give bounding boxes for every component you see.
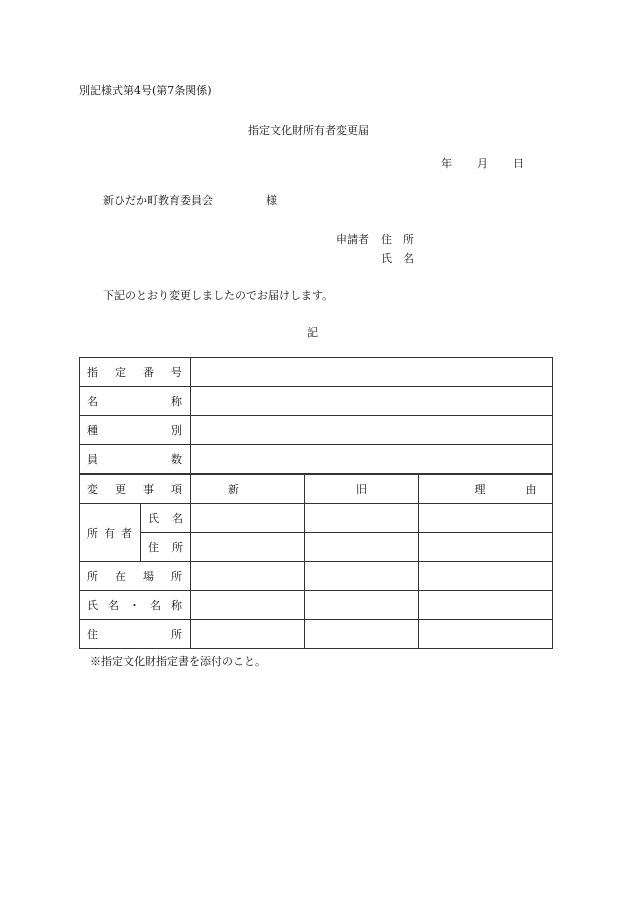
label-designation-number: 指 定 番 号 bbox=[80, 358, 191, 387]
label-change-items: 変 更 事 項 bbox=[80, 474, 191, 504]
label-owner-name: 氏 名 bbox=[141, 504, 191, 533]
designation-number-value[interactable] bbox=[191, 358, 553, 387]
form-number: 別記様式第4号(第7条関係) bbox=[79, 84, 212, 97]
address-old[interactable] bbox=[305, 620, 419, 649]
holder-name-new[interactable] bbox=[191, 591, 305, 620]
table-row bbox=[80, 358, 553, 387]
owner-name-reason[interactable] bbox=[419, 504, 553, 533]
owner-address-reason[interactable] bbox=[419, 533, 553, 562]
label-name: 名 称 bbox=[80, 387, 191, 416]
table-row bbox=[80, 504, 553, 533]
holder-name-old[interactable] bbox=[305, 591, 419, 620]
addressee-name: 新ひだか町教育委員会 bbox=[103, 194, 213, 207]
applicant-address-label: 住 所 bbox=[381, 233, 414, 246]
location-new[interactable] bbox=[191, 562, 305, 591]
location-old[interactable] bbox=[305, 562, 419, 591]
label-address: 住 所 bbox=[80, 620, 191, 649]
addressee-honorific: 様 bbox=[266, 194, 277, 207]
attachment-note: ※指定文化財指定書を添付のこと。 bbox=[90, 655, 266, 668]
ki-heading: 記 bbox=[307, 326, 318, 339]
address-new[interactable] bbox=[191, 620, 305, 649]
owner-name-new[interactable] bbox=[191, 504, 305, 533]
label-owner-address: 住 所 bbox=[141, 533, 191, 562]
column-header-old: 旧 bbox=[305, 474, 419, 504]
quantity-value[interactable] bbox=[191, 445, 553, 475]
applicant-name-label: 氏 名 bbox=[381, 252, 414, 265]
table-row bbox=[80, 533, 553, 562]
intro-text: 下記のとおり変更しましたのでお届けします。 bbox=[103, 289, 334, 302]
owner-address-new[interactable] bbox=[191, 533, 305, 562]
location-reason[interactable] bbox=[419, 562, 553, 591]
table-row bbox=[80, 387, 553, 416]
table-row bbox=[80, 445, 553, 475]
label-owner: 所 有 者 bbox=[80, 504, 141, 562]
owner-address-old[interactable] bbox=[305, 533, 419, 562]
label-holder-name: 氏 名 ・ 名 称 bbox=[80, 591, 191, 620]
table-row bbox=[80, 591, 553, 620]
category-value[interactable] bbox=[191, 416, 553, 445]
table-row bbox=[80, 620, 553, 649]
name-value[interactable] bbox=[191, 387, 553, 416]
address-reason[interactable] bbox=[419, 620, 553, 649]
date-year-label: 年 bbox=[441, 157, 452, 170]
label-category: 種 別 bbox=[80, 416, 191, 445]
date-day-label: 日 bbox=[513, 157, 524, 170]
applicant-label: 申請者 bbox=[336, 233, 369, 246]
column-header-new: 新 bbox=[191, 474, 305, 504]
table-header-row bbox=[80, 474, 553, 504]
form-title: 指定文化財所有者変更届 bbox=[248, 124, 369, 137]
label-quantity: 員 数 bbox=[80, 445, 191, 475]
table-row bbox=[80, 416, 553, 445]
label-location: 所 在 場 所 bbox=[80, 562, 191, 591]
owner-name-old[interactable] bbox=[305, 504, 419, 533]
column-header-reason: 理 由 bbox=[419, 474, 553, 504]
table-row bbox=[80, 562, 553, 591]
change-form-table bbox=[79, 357, 553, 649]
date-month-label: 月 bbox=[477, 157, 488, 170]
holder-name-reason[interactable] bbox=[419, 591, 553, 620]
